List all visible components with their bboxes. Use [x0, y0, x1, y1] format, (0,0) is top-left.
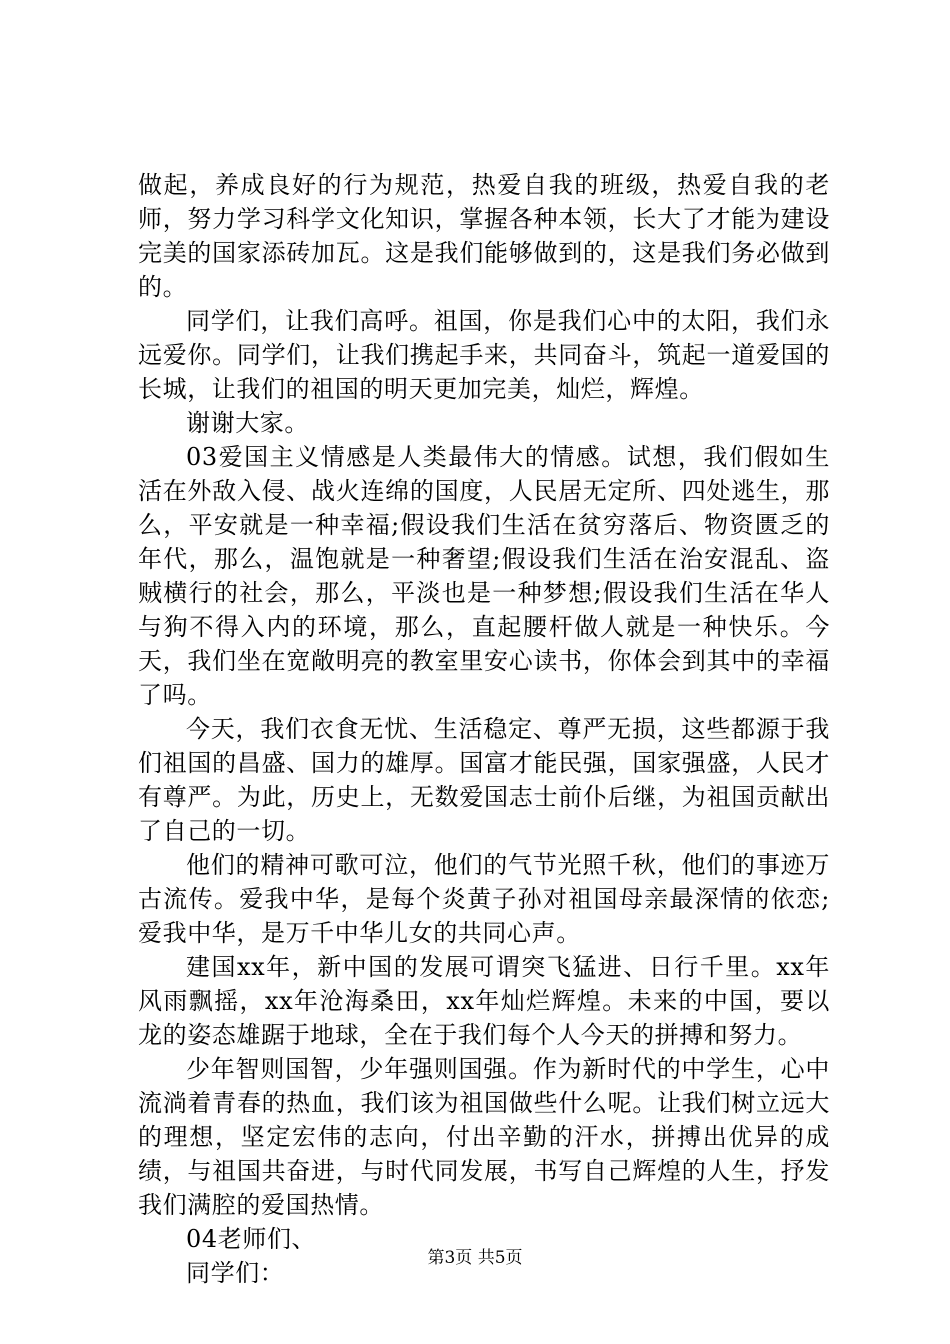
paragraph-nation-founding: 建国xx年，新中国的发展可谓突飞猛进、日行千里。xx年风雨飘摇，xx年沧海桑田，xx年灿烂辉煌。未来的中国，要以龙的姿态雄踞于地球，全在于我们每个人今天的拼搏和努力。 [138, 953, 830, 1049]
paragraph-section-04-greeting: 04老师们、 [186, 1225, 317, 1253]
paragraph-thanks: 谢谢大家。 [186, 409, 309, 437]
paragraph-section-03: 03爱国主义情感是人类最伟大的情感。试想，我们假如生活在外敌入侵、战火连绵的国度，人民居无定所、四处逃生，那么，平安就是一种幸福;假设我们生活在贫穷落后、物资匮乏的年代，那么，温饱就是一种奢望;假设我们生活在治安混乱、盗贼横行的社会，那么，平淡也是一种梦想;假设我们生活在华人与狗不得入内的环境，那么，直起腰杆做人就是一种快乐。今天，我们坐在宽敞明亮的教室里安心读书，你体会到其中的幸福了吗。 [138, 443, 830, 709]
paragraph-youth: 少年智则国智，少年强则国强。作为新时代的中学生，心中流淌着青春的热血，我们该为祖国做些什么呢。让我们树立远大的理想，坚定宏伟的志向，付出辛勤的汗水，拼搏出优异的成绩，与祖国共奋进，与时代同发展，书写自己辉煌的人生，抒发我们满腔的爱国热情。 [138, 1055, 830, 1219]
page-footer: 第3页 共5页 [427, 1248, 523, 1268]
paragraph-classmates-greeting: 同学们： [186, 1259, 285, 1287]
paragraph-patriots: 他们的精神可歌可泣，他们的气节光照千秋，他们的事迹万古流传。爱我中华，是每个炎黄子孙对祖国母亲最深情的依恋;爱我中华，是万千中华儿女的共同心声。 [138, 851, 830, 947]
paragraph-call-to-action: 同学们，让我们高呼。祖国，你是我们心中的太阳，我们永远爱你。同学们，让我们携起手来，共同奋斗，筑起一道爱国的长城，让我们的祖国的明天更加完美，灿烂，辉煌。 [138, 307, 830, 403]
document-body [138, 168, 830, 1290]
paragraph-prosperity: 今天，我们衣食无忧、生活稳定、尊严无损，这些都源于我们祖国的昌盛、国力的雄厚。国富才能民强，国家强盛，人民才有尊严。为此，历史上，无数爱国志士前仆后继，为祖国贡献出了自己的一切。 [138, 715, 830, 845]
paragraph-continuation: 做起，养成良好的行为规范，热爱自我的班级，热爱自我的老师，努力学习科学文化知识，掌握各种本领，长大了才能为建设完美的国家添砖加瓦。这是我们能够做到的，这是我们务必做到的。 [138, 171, 830, 301]
